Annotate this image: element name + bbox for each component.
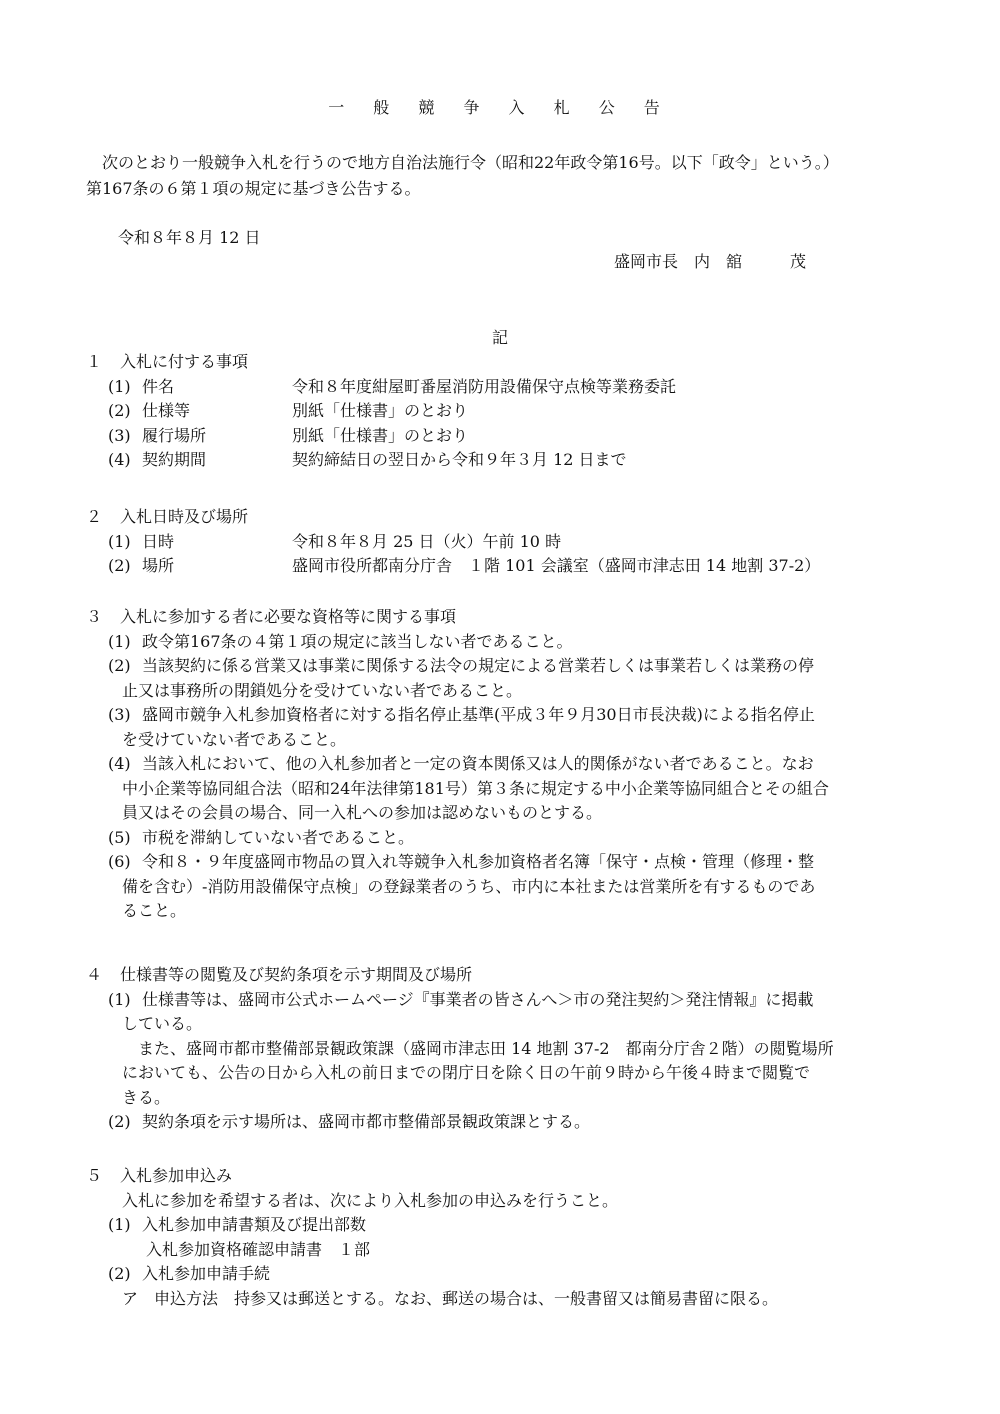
item-row (86, 530, 916, 555)
item-row (86, 448, 916, 473)
item-row (86, 375, 916, 400)
item-label: 日時 (142, 531, 175, 551)
item-value: 契約締結日の翌日から令和９年３月 12 日まで (292, 450, 627, 469)
clause (86, 1262, 916, 1287)
item-value: 令和８年８月 25 日（火）午前 10 時 (292, 531, 562, 551)
section-heading (86, 505, 916, 530)
clause-continuation: 中小企業等協同組合法（昭和24年法律第181号）第３条に規定する中小企業等協同組合とその組合 (122, 778, 829, 798)
clause (86, 850, 916, 875)
clause-continuation: きる。 (122, 1087, 171, 1107)
item-row (86, 424, 916, 449)
item-label: 場所 (142, 556, 175, 575)
section-number: ２ (86, 507, 103, 526)
section-number: ４ (86, 965, 103, 984)
item-label: 件名 (142, 376, 175, 396)
clause (86, 630, 916, 655)
clause-continuation: においても、公告の日から入札の前日までの閉庁日を除く日の午前９時から午後４時まで閲覧で (122, 1063, 811, 1082)
ki-heading: 記 (491, 328, 508, 347)
clause-text: 契約条項を示す場所は、盛岡市都市整備部景観政策課とする。 (142, 1112, 591, 1131)
item-index: (2) (108, 556, 131, 575)
section-title: 入札参加申込み (120, 1166, 233, 1185)
section-number: １ (86, 352, 103, 371)
intro-paragraph (86, 150, 916, 202)
clause-text: 盛岡市競争入札参加資格者に対する指名停止基準(平成３年９月30日市長決裁)による指名停止 (142, 705, 815, 724)
clause-index: (1) (108, 989, 131, 1009)
clause-text: 令和８・９年度盛岡市物品の買入れ等競争入札参加資格者名簿「保守・点検・管理（修理・整 (142, 852, 815, 871)
clause-text: 当該契約に係る営業又は事業に関係する法令の規定による営業若しくは事業若しくは業務の停 (142, 656, 815, 675)
section-1 (86, 350, 916, 473)
clause (86, 1110, 916, 1135)
section-intro: 入札に参加を希望する者は、次により入札参加の申込みを行うこと。 (122, 1190, 619, 1210)
clause-continuation: 止又は事務所の閉鎖処分を受けていない者であること。 (122, 680, 523, 700)
item-label: 履行場所 (142, 425, 207, 445)
clause-index: (2) (108, 656, 131, 675)
clause-index: (1) (108, 631, 131, 651)
clause-continuation: を受けていない者であること。 (122, 729, 347, 749)
clause (86, 826, 916, 851)
clause-index: (6) (108, 852, 131, 871)
clause-index: (2) (108, 1112, 131, 1131)
section-3 (86, 605, 916, 924)
section-heading (86, 1164, 916, 1189)
clause-text: 入札参加申請書類及び提出部数 (142, 1215, 367, 1234)
section-title: 入札に付する事項 (120, 352, 249, 371)
clause-continuation: ること。 (122, 901, 187, 920)
clause-text: 市税を滞納していない者であること。 (142, 827, 415, 847)
clause-index: (3) (108, 705, 131, 724)
item-index: (3) (108, 425, 131, 445)
section-heading (86, 605, 916, 630)
section-4 (86, 963, 916, 1135)
clause (86, 1213, 916, 1238)
section-title: 仕様書等の閲覧及び契約条項を示す期間及び場所 (120, 965, 473, 984)
item-label: 契約期間 (142, 450, 207, 469)
clause-continuation: また、盛岡市都市整備部景観政策課（盛岡市津志田 14 地割 37-2 都南分庁舎２階）の閲覧場所 (138, 1038, 834, 1058)
notice-date: 令和８年８月 12 日 (118, 228, 261, 247)
item-index: (1) (108, 531, 131, 551)
section-number: ３ (86, 607, 103, 626)
clause (86, 703, 916, 728)
section-heading (86, 963, 916, 988)
clause-continuation: 備を含む）-消防用設備保守点検」の登録業者のうち、市内に本社または営業所を有するものであ (122, 876, 816, 896)
clause-continuation: 員又はその会員の場合、同一入札への参加は認めないものとする。 (122, 803, 603, 822)
intro-line-2: 第167条の６第１項の規定に基づき公告する。 (86, 179, 421, 198)
clause-index: (4) (108, 754, 131, 773)
item-row (86, 554, 916, 579)
section-number: ５ (86, 1166, 103, 1185)
clause-index: (2) (108, 1264, 131, 1283)
document-title: 一 般 競 争 入 札 公 告 (328, 98, 672, 117)
clause-text: 仕様書等は、盛岡市公式ホームページ『事業者の皆さんへ＞市の発注契約＞発注情報』に掲載 (142, 989, 814, 1009)
item-index: (2) (108, 401, 131, 420)
clause-detail: ア 申込方法 持参又は郵送とする。なお、郵送の場合は、一般書留又は簡易書留に限る。 (122, 1288, 779, 1308)
item-index: (4) (108, 450, 131, 469)
clause (86, 654, 916, 679)
clause-text: 政令第167条の４第１項の規定に該当しない者であること。 (142, 631, 573, 651)
item-value: 令和８年度紺屋町番屋消防用設備保守点検等業務委託 (292, 376, 677, 396)
section-title: 入札日時及び場所 (120, 507, 249, 526)
item-value: 盛岡市役所都南分庁舎 １階 101 会議室（盛岡市津志田 14 地割 37-2） (292, 556, 821, 575)
signer: 盛岡市長 内 舘 茂 (614, 252, 807, 271)
clause (86, 752, 916, 777)
clause-text: 入札参加申請手続 (142, 1264, 271, 1283)
clause-detail: 入札参加資格確認申請書 １部 (146, 1239, 371, 1259)
clause-index: (5) (108, 827, 131, 847)
section-title: 入札に参加する者に必要な資格等に関する事項 (120, 607, 457, 626)
item-row (86, 399, 916, 424)
section-5 (86, 1164, 916, 1311)
item-value: 別紙「仕様書」のとおり (292, 425, 469, 445)
section-heading (86, 350, 916, 375)
item-label: 仕様等 (142, 401, 191, 420)
item-value: 別紙「仕様書」のとおり (292, 401, 469, 420)
item-index: (1) (108, 376, 131, 396)
clause-continuation: している。 (122, 1014, 203, 1033)
clause (86, 988, 916, 1013)
clause-index: (1) (108, 1215, 131, 1234)
section-2 (86, 505, 916, 579)
intro-line-1: 次のとおり一般競争入札を行うので地方自治法施行令（昭和22年政令第16号。以下「政令」という。） (102, 153, 839, 172)
clause-text: 当該入札において、他の入札参加者と一定の資本関係又は人的関係がない者であること。なお (142, 754, 814, 773)
